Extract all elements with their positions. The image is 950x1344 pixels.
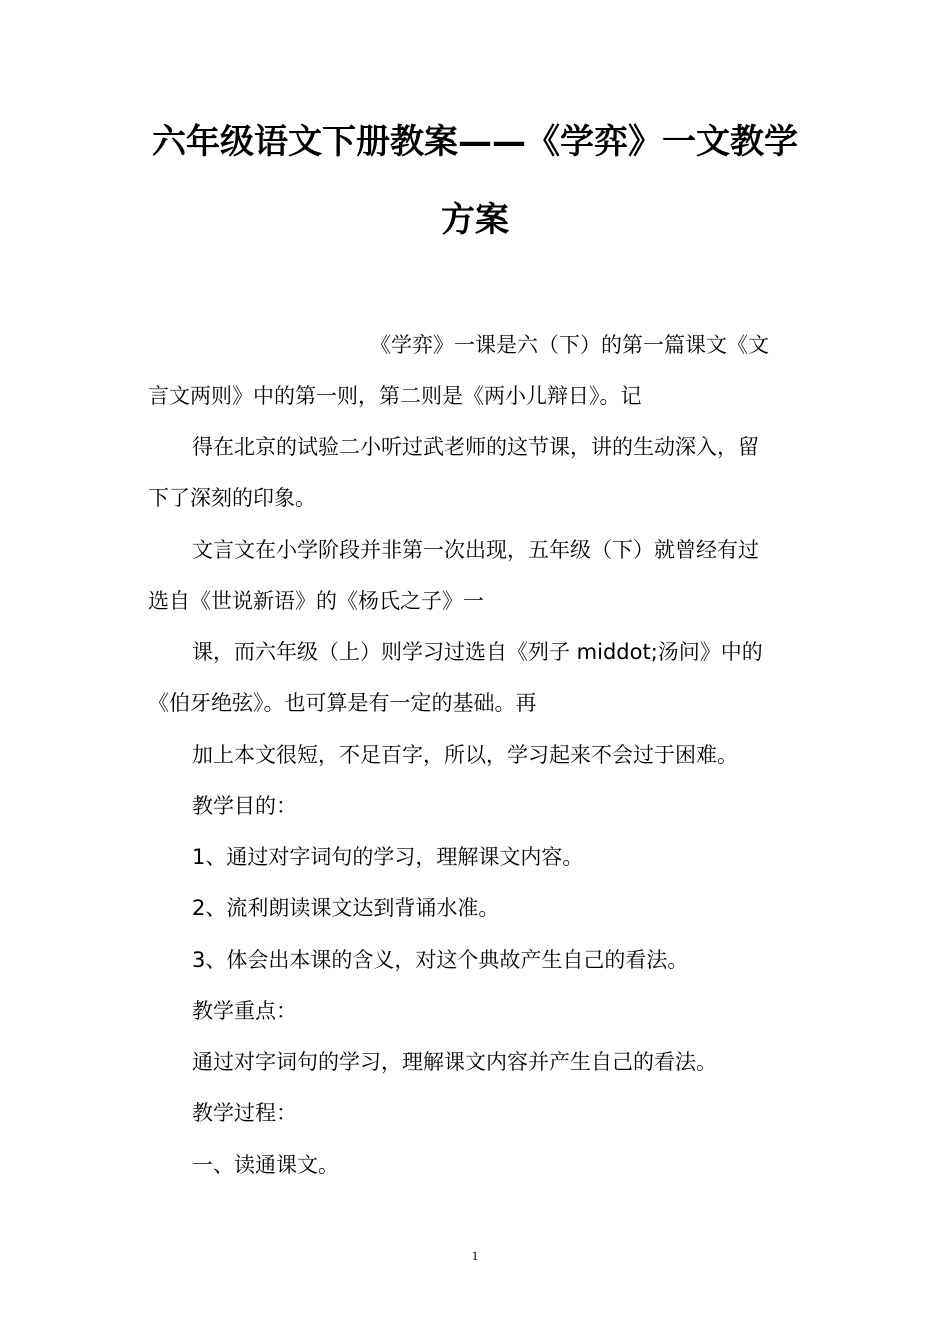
body-line: 得在北京的试验二小听过武老师的这节课，讲的生动深入，留: [192, 435, 759, 459]
list-item: 3、体会出本课的含义，对这个典故产生自己的看法。: [192, 948, 689, 972]
document-title-line-1: 六年级语文下册教案——《学弈》一文教学: [152, 122, 798, 162]
section-heading: 教学重点：: [192, 999, 297, 1023]
document-title-line-2: 方案: [441, 200, 509, 240]
section-heading: 教学过程：: [192, 1101, 297, 1125]
body-line: 言文两则》中的第一则，第二则是《两小儿辩日》。记: [148, 384, 642, 408]
body-line: 文言文在小学阶段并非第一次出现，五年级（下）就曾经有过: [192, 538, 759, 562]
page-number: 1: [471, 1248, 479, 1263]
body-line: 课，而六年级（上）则学习过选自《列子 middot;汤问》中的: [192, 640, 763, 664]
list-item: 1、通过对字词句的学习，理解课文内容。: [192, 845, 584, 869]
body-line: 选自《世说新语》的《杨氏之子》一: [148, 589, 484, 613]
body-line: 《学弈》一课是六（下）的第一篇课文《文: [370, 333, 769, 357]
body-line: 一、读通课文。: [192, 1153, 339, 1177]
body-line: 加上本文很短，不足百字，所以，学习起来不会过于困难。: [192, 743, 738, 767]
list-item: 2、流利朗读课文达到背诵水准。: [192, 896, 500, 920]
body-line: 下了深刻的印象。: [148, 486, 316, 510]
body-line: 《伯牙绝弦》。也可算是有一定的基础。再: [148, 691, 537, 715]
section-heading: 教学目的：: [192, 794, 297, 818]
body-line: 通过对字词句的学习，理解课文内容并产生自己的看法。: [192, 1050, 717, 1074]
